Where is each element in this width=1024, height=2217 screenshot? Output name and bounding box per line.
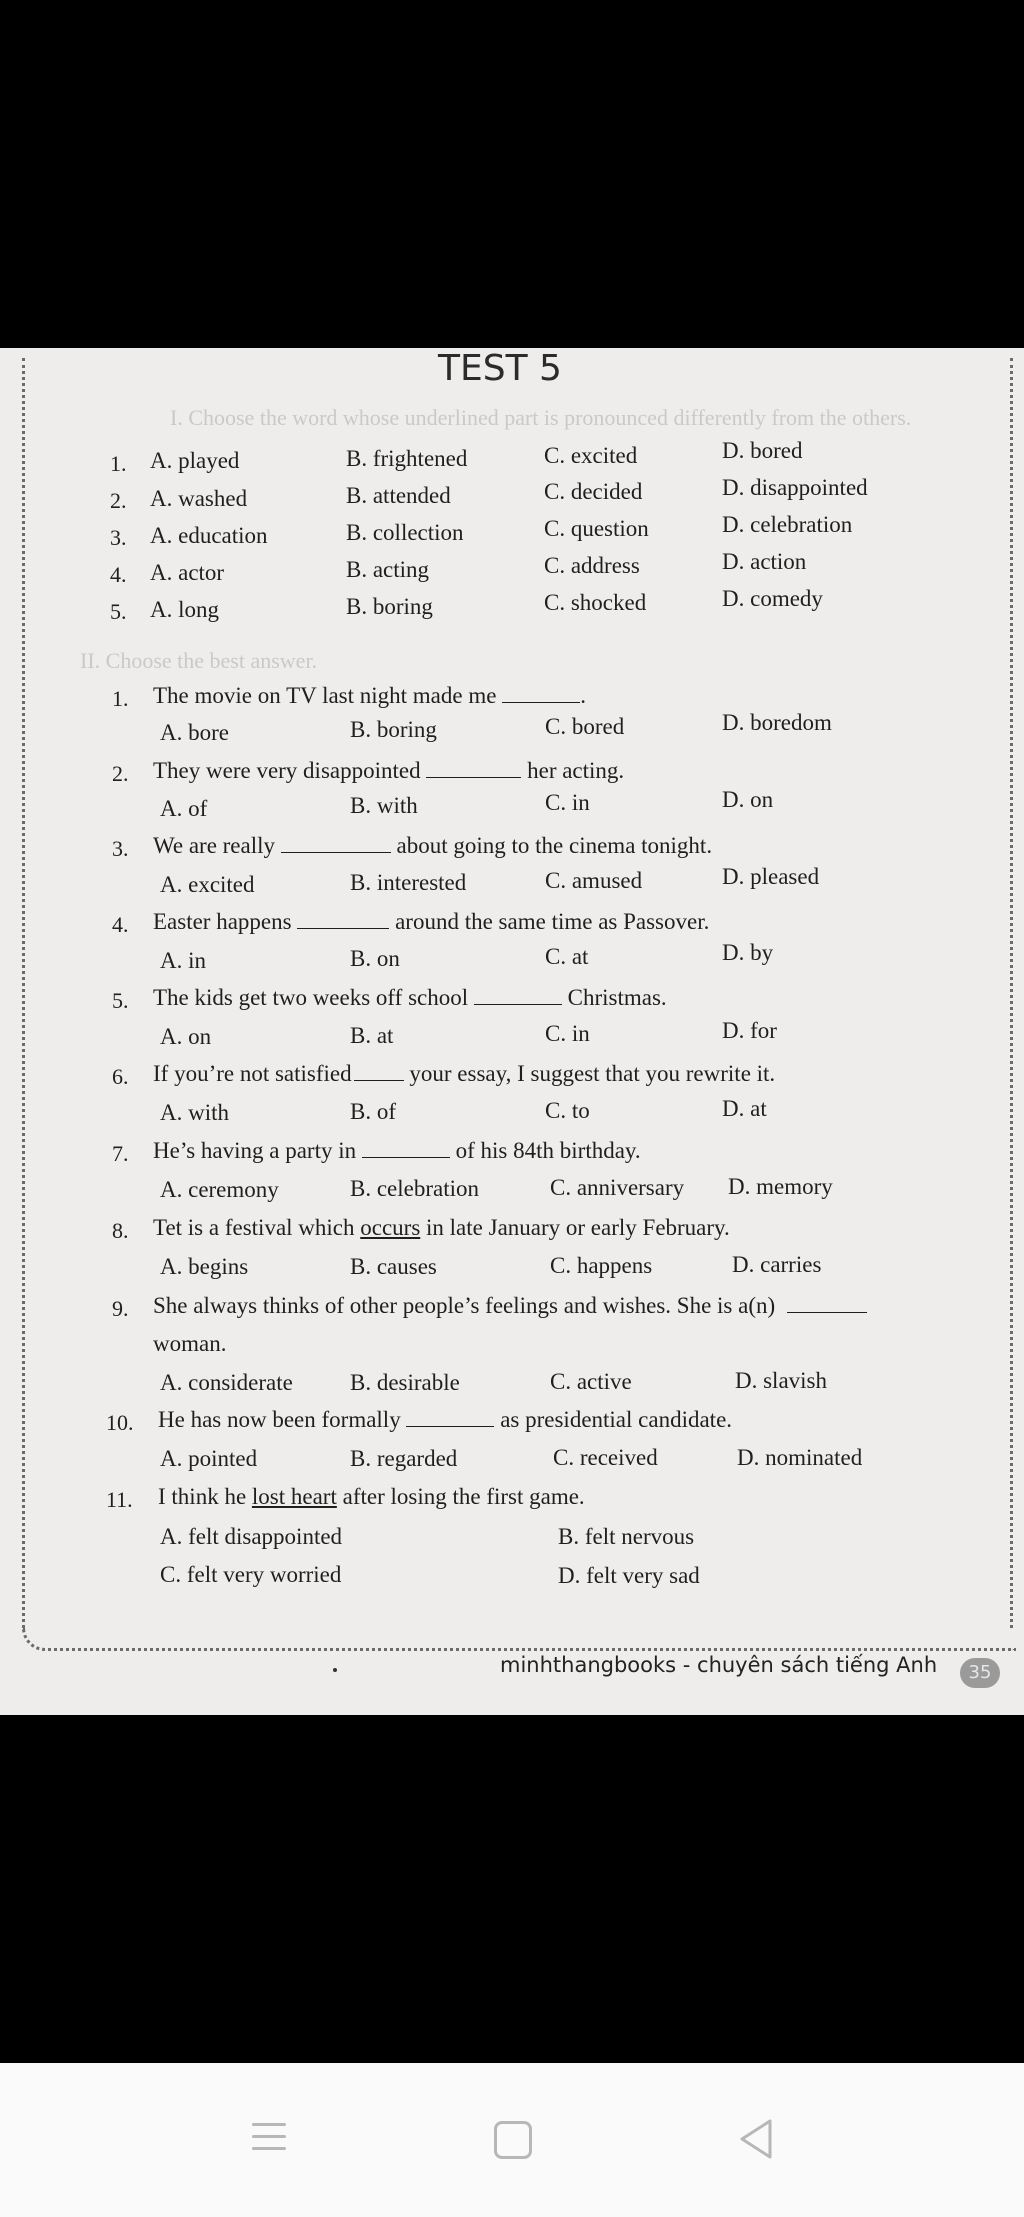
s2-option-d: D. by <box>722 940 774 965</box>
s1-option-c: C. shocked <box>544 590 647 615</box>
s2-question-line2: woman. <box>153 1331 227 1356</box>
s2-question-text: The movie on TV last night made me <box>153 683 497 708</box>
s2-option-b: B. with <box>350 793 418 818</box>
s2-num: 7. <box>112 1141 129 1166</box>
s2-option-c: C. bored <box>545 714 625 739</box>
s2-num: 10. <box>106 1410 134 1435</box>
answer-blank <box>787 1294 867 1313</box>
s2-option-c: C. at <box>545 944 589 969</box>
s2-option-a: A. felt disappointed <box>160 1524 343 1549</box>
s2-num: 9. <box>112 1296 129 1321</box>
s2-option-d: D. pleased <box>722 864 820 889</box>
s2-question <box>153 833 712 859</box>
answer-blank <box>406 1408 494 1427</box>
s2-question-end: around the same time as Passover. <box>395 909 710 934</box>
s2-option-b: B. felt nervous <box>558 1524 695 1549</box>
s2-question-end: in late January or early February. <box>426 1215 730 1240</box>
s2-question <box>153 909 709 935</box>
s2-question-text: We are really <box>153 833 276 858</box>
s1-option-a: A. long <box>150 597 219 622</box>
s2-question <box>158 1407 732 1433</box>
s2-option-b: B. desirable <box>350 1370 460 1395</box>
s2-num: 6. <box>112 1064 129 1089</box>
s2-question <box>153 1138 641 1164</box>
s2-question-end: her acting. <box>527 758 625 783</box>
s1-option-d: D. comedy <box>722 586 823 611</box>
s1-option-d: D. celebration <box>722 512 853 537</box>
s1-option-a: A. education <box>150 523 268 548</box>
s1-option-d: D. disappointed <box>722 475 868 500</box>
s2-option-a: A. on <box>160 1024 212 1049</box>
s2-option-b: B. boring <box>350 717 437 742</box>
s2-option-a: A. ceremony <box>160 1177 279 1202</box>
page-dot <box>333 1668 337 1672</box>
s1-num: 3. <box>110 525 127 550</box>
s2-num: 5. <box>112 988 129 1013</box>
s1-option-a: A. washed <box>150 486 248 511</box>
s2-option-c: C. amused <box>545 868 643 893</box>
s2-question-text: She always thinks of other people’s feelings and wishes. She is a(n) <box>153 1293 776 1318</box>
s2-option-d: D. nominated <box>737 1445 863 1470</box>
s2-option-a: A. pointed <box>160 1446 258 1471</box>
underlined-phrase: lost heart <box>251 1484 337 1509</box>
faint-heading-2: II. Choose the best answer. <box>80 648 318 673</box>
s2-option-b: B. interested <box>350 870 467 895</box>
s1-option-b: B. attended <box>346 483 451 508</box>
s1-num: 4. <box>110 562 127 587</box>
s2-option-c: C. felt very worried <box>160 1562 342 1587</box>
s2-option-a: A. in <box>160 948 206 973</box>
s2-option-b: B. on <box>350 946 400 971</box>
page-frame-right <box>1010 358 1013 1628</box>
s1-option-d: D. action <box>722 549 807 574</box>
s2-question-text: I think he <box>158 1484 247 1509</box>
s2-option-c: C. in <box>545 790 590 815</box>
underlined-word: occurs <box>360 1215 421 1240</box>
s2-question-text: He’s having a party in <box>153 1138 357 1163</box>
back-icon[interactable] <box>736 2117 776 2161</box>
s2-question-end: about going to the cinema tonight. <box>396 833 713 858</box>
page-frame-left <box>22 358 25 1628</box>
s2-question-end: as presidential candidate. <box>500 1407 733 1432</box>
faint-heading-1: I. Choose the word whose underlined part is pronounced differently from the others. <box>170 405 912 430</box>
s2-option-d: D. slavish <box>735 1368 827 1393</box>
answer-blank <box>362 1139 450 1158</box>
s2-option-d: D. at <box>722 1096 767 1121</box>
s2-option-d: D. for <box>722 1018 777 1043</box>
page-number: 35 <box>960 1658 1000 1688</box>
s2-option-d: D. carries <box>732 1252 822 1277</box>
s1-option-a: A. played <box>150 448 240 473</box>
s1-num: 5. <box>110 599 127 624</box>
answer-blank <box>426 759 521 778</box>
s2-option-a: A. excited <box>160 872 255 897</box>
s1-option-b: B. boring <box>346 594 433 619</box>
s2-option-a: A. bore <box>160 720 229 745</box>
s2-question-end: after losing the first game. <box>342 1484 585 1509</box>
s2-option-a: A. with <box>160 1100 229 1125</box>
answer-blank <box>502 684 580 703</box>
s1-option-c: C. address <box>544 553 640 578</box>
answer-blank <box>297 910 389 929</box>
page-frame-bottom <box>22 1628 1016 1651</box>
s2-question <box>153 683 586 709</box>
system-nav-bar <box>0 2063 1024 2217</box>
s1-option-c: C. question <box>544 516 649 541</box>
s1-option-b: B. acting <box>346 557 430 582</box>
s2-option-b: B. causes <box>350 1254 437 1279</box>
s2-option-b: B. at <box>350 1023 394 1048</box>
s2-option-d: D. boredom <box>722 710 832 735</box>
publisher-footer: minhthangbooks - chuyên sách tiếng Anh <box>500 1653 938 1677</box>
s2-question <box>153 1215 730 1241</box>
s2-option-b: B. regarded <box>350 1446 458 1471</box>
s2-question <box>153 1061 775 1087</box>
recent-apps-icon[interactable] <box>252 2123 286 2159</box>
s2-num: 11. <box>106 1487 133 1512</box>
s1-num: 1. <box>110 451 127 476</box>
test-title: TEST 5 <box>438 348 562 389</box>
s1-option-b: B. frightened <box>346 446 468 471</box>
book-page <box>0 348 1024 1715</box>
s2-option-c: C. received <box>553 1445 658 1470</box>
s1-option-d: D. bored <box>722 438 803 463</box>
s2-question-text: They were very disappointed <box>153 758 421 783</box>
s2-option-b: B. of <box>350 1099 396 1124</box>
answer-blank <box>281 834 391 853</box>
s2-num: 4. <box>112 912 129 937</box>
answer-blank <box>474 986 562 1005</box>
s2-option-c: C. active <box>550 1369 632 1394</box>
s2-question-end: of his 84th birthday. <box>455 1138 641 1163</box>
s2-option-d: D. felt very sad <box>558 1563 700 1588</box>
s2-num: 3. <box>112 836 129 861</box>
s1-option-b: B. collection <box>346 520 464 545</box>
s2-option-b: B. celebration <box>350 1176 480 1201</box>
s1-option-a: A. actor <box>150 560 225 585</box>
s2-question-end: Christmas. <box>567 985 667 1010</box>
s2-num: 1. <box>112 686 129 711</box>
s2-option-d: D. memory <box>728 1174 833 1199</box>
s2-question <box>153 985 667 1011</box>
s2-question-text: He has now been formally <box>158 1407 401 1432</box>
answer-blank <box>354 1062 404 1081</box>
s2-num: 2. <box>112 761 129 786</box>
home-icon[interactable] <box>494 2121 532 2159</box>
s2-question-text: If you’re not satisfied <box>153 1061 352 1086</box>
s2-option-c: C. anniversary <box>550 1175 685 1200</box>
s2-num: 8. <box>112 1218 129 1243</box>
s2-option-a: A. begins <box>160 1254 249 1279</box>
s2-question <box>153 1293 867 1319</box>
s2-question <box>158 1484 585 1510</box>
s1-option-c: C. decided <box>544 479 643 504</box>
s2-question-text: The kids get two weeks off school <box>153 985 469 1010</box>
s2-option-d: D. on <box>722 787 774 812</box>
s2-question <box>153 758 624 784</box>
s2-question-end: your essay, I suggest that you rewrite it. <box>409 1061 776 1086</box>
s2-question-text: Easter happens <box>153 909 292 934</box>
s2-option-c: C. to <box>545 1098 590 1123</box>
s2-question-text: Tet is a festival which <box>153 1215 355 1240</box>
s2-option-c: C. in <box>545 1021 590 1046</box>
s2-question-end: . <box>580 683 586 708</box>
s1-num: 2. <box>110 488 127 513</box>
s2-option-a: A. of <box>160 796 208 821</box>
s1-option-c: C. excited <box>544 443 638 468</box>
s2-option-a: A. considerate <box>160 1370 293 1395</box>
s2-option-c: C. happens <box>550 1253 653 1278</box>
